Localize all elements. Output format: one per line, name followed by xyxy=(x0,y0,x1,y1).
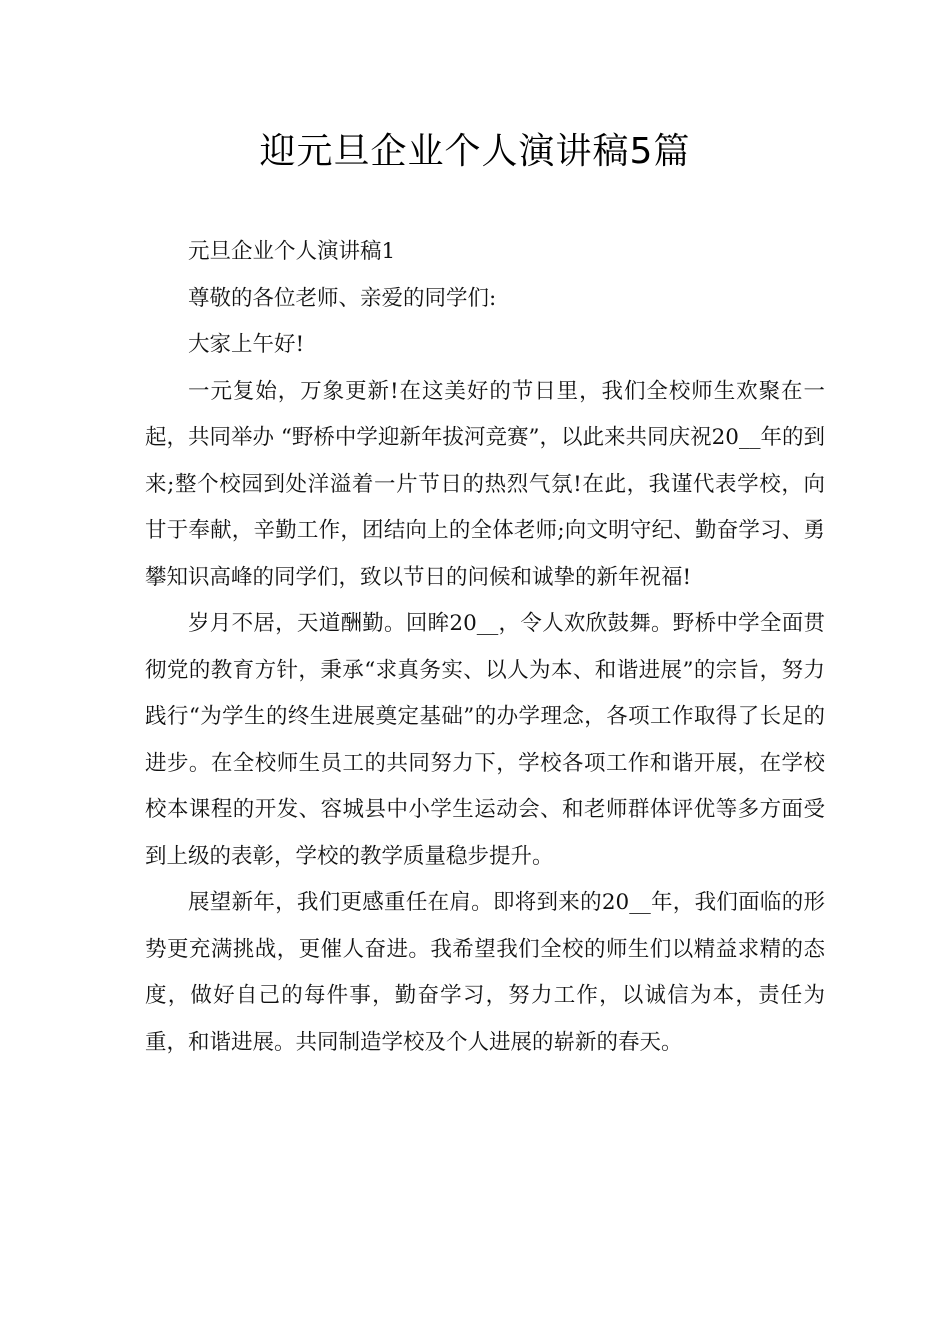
body-paragraph: 一元复始，万象更新!在这美好的节日里，我们全校师生欢聚在一起，共同举办 “野桥中学迎新年拔河竞赛”，以此来共同庆祝20__年的到来;整个校园到处洋溢着一片节日的热烈气氛!在此，我谨代表学校，向甘于奉献，辛勤工作，团结向上的全体老师;向文明守纪、勤奋学习、勇攀知识高峰的同学们，致以节日的问候和诚挚的新年祝福! xyxy=(145,378,825,590)
body-paragraph: 岁月不居，天道酬勤。回眸20__，令人欢欣鼓舞。野桥中学全面贯彻党的教育方针，秉承“求真务实、以人为本、和谐进展”的宗旨，努力践行“为学生的终生进展奠定基础”的办学理念，各项工作取得了长足的进步。在全校师生员工的共同努力下，学校各项工作和谐开展，在学校校本课程的开发、容城县中小学生运动会、和老师群体评优等多方面受到上级的表彰，学校的教学质量稳步提升。 xyxy=(145,611,825,869)
greeting: 大家上午好! xyxy=(188,332,305,357)
document-body xyxy=(145,229,825,1066)
document-title: 迎元旦企业个人演讲稿5篇 xyxy=(259,131,691,172)
salutation: 尊敬的各位老师、亲爱的同学们: xyxy=(188,285,497,311)
body-paragraph: 展望新年，我们更感重任在肩。即将到来的20__年，我们面临的形势更充满挑战，更催人奋进。我希望我们全校的师生们以精益求精的态度，做好自己的每件事，勤奋学习，努力工作，以诚信为本，责任为重，和谐进展。共同制造学校及个人进展的崭新的春天。 xyxy=(145,890,825,1055)
section-heading: 元旦企业个人演讲稿1 xyxy=(188,239,396,264)
